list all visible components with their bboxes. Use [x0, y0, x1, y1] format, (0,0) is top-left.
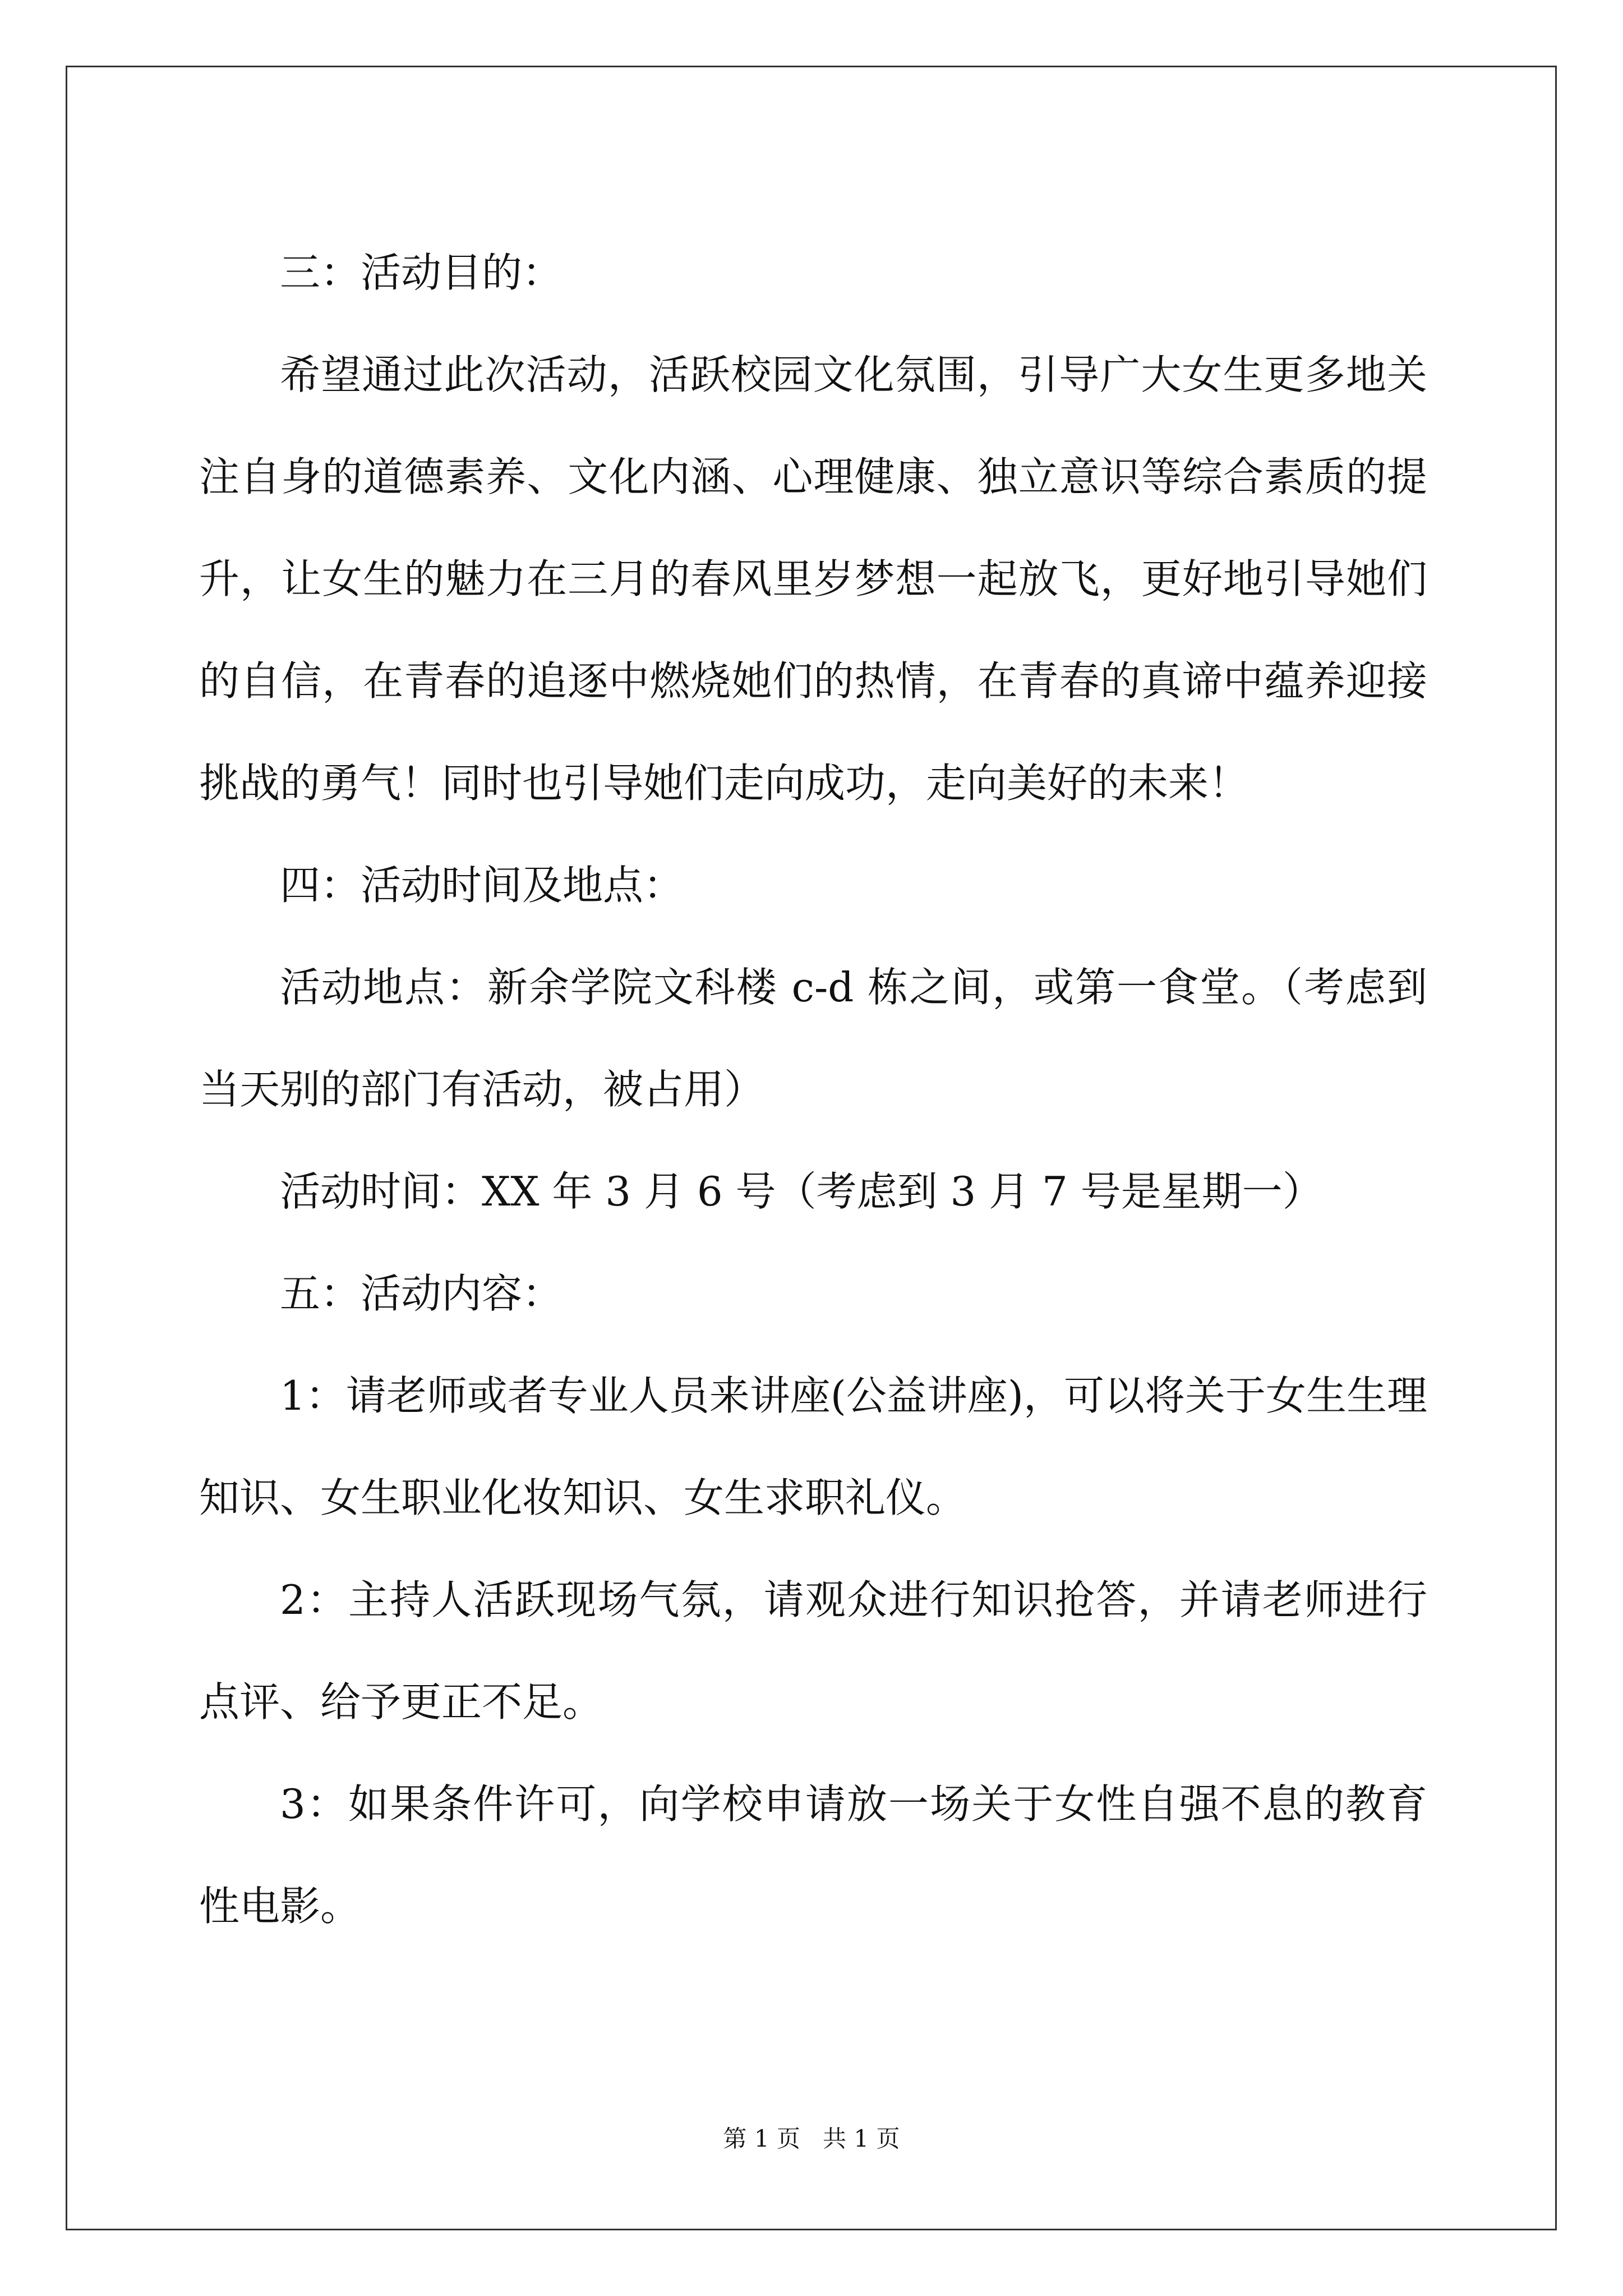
section-heading-time-place: 四：活动时间及地点：: [280, 862, 684, 909]
paragraph-item-3: 3：如果条件许可，向学校申请放一场关于女性自强不息的教育性电影。: [199, 1780, 1427, 1930]
section-heading-content: 五：活动内容：: [280, 1270, 563, 1317]
paragraph-item-2: 2：主持人活跃现场气氛，请观众进行知识抢答，并请老师进行点评、给予更正不足。: [199, 1576, 1427, 1726]
page-total: 共 1 页: [823, 2125, 900, 2152]
page-footer: [0, 2122, 1623, 2156]
section-heading-purpose: 三：活动目的：: [280, 249, 563, 296]
page-number: 第 1 页: [723, 2125, 800, 2152]
document-body: [199, 222, 1427, 1957]
paragraph-location: 活动地点：新余学院文科楼 c-d 栋之间，或第一食堂。（考虑到当天别的部门有活动，被占用）: [199, 964, 1427, 1113]
paragraph-purpose: 希望通过此次活动，活跃校园文化氛围，引导广大女生更多地关注自身的道德素养、文化内涵、心理健康、独立意识等综合素质的提升，让女生的魅力在三月的春风里岁梦想一起放飞，更好地引导她们的自信，在青春的追逐中燃烧她们的热情，在青春的真谛中蕴养迎接挑战的勇气！同时也引导她们走向成功，走向美好的未来！: [199, 351, 1427, 807]
paragraph-time: 活动时间：XX 年 3 月 6 号（考虑到 3 月 7 号是星期一）: [280, 1168, 1323, 1215]
paragraph-item-1: 1：请老师或者专业人员来讲座(公益讲座)，可以将关于女生生理知识、女生职业化妆知识、女生求职礼仪。: [199, 1372, 1427, 1521]
